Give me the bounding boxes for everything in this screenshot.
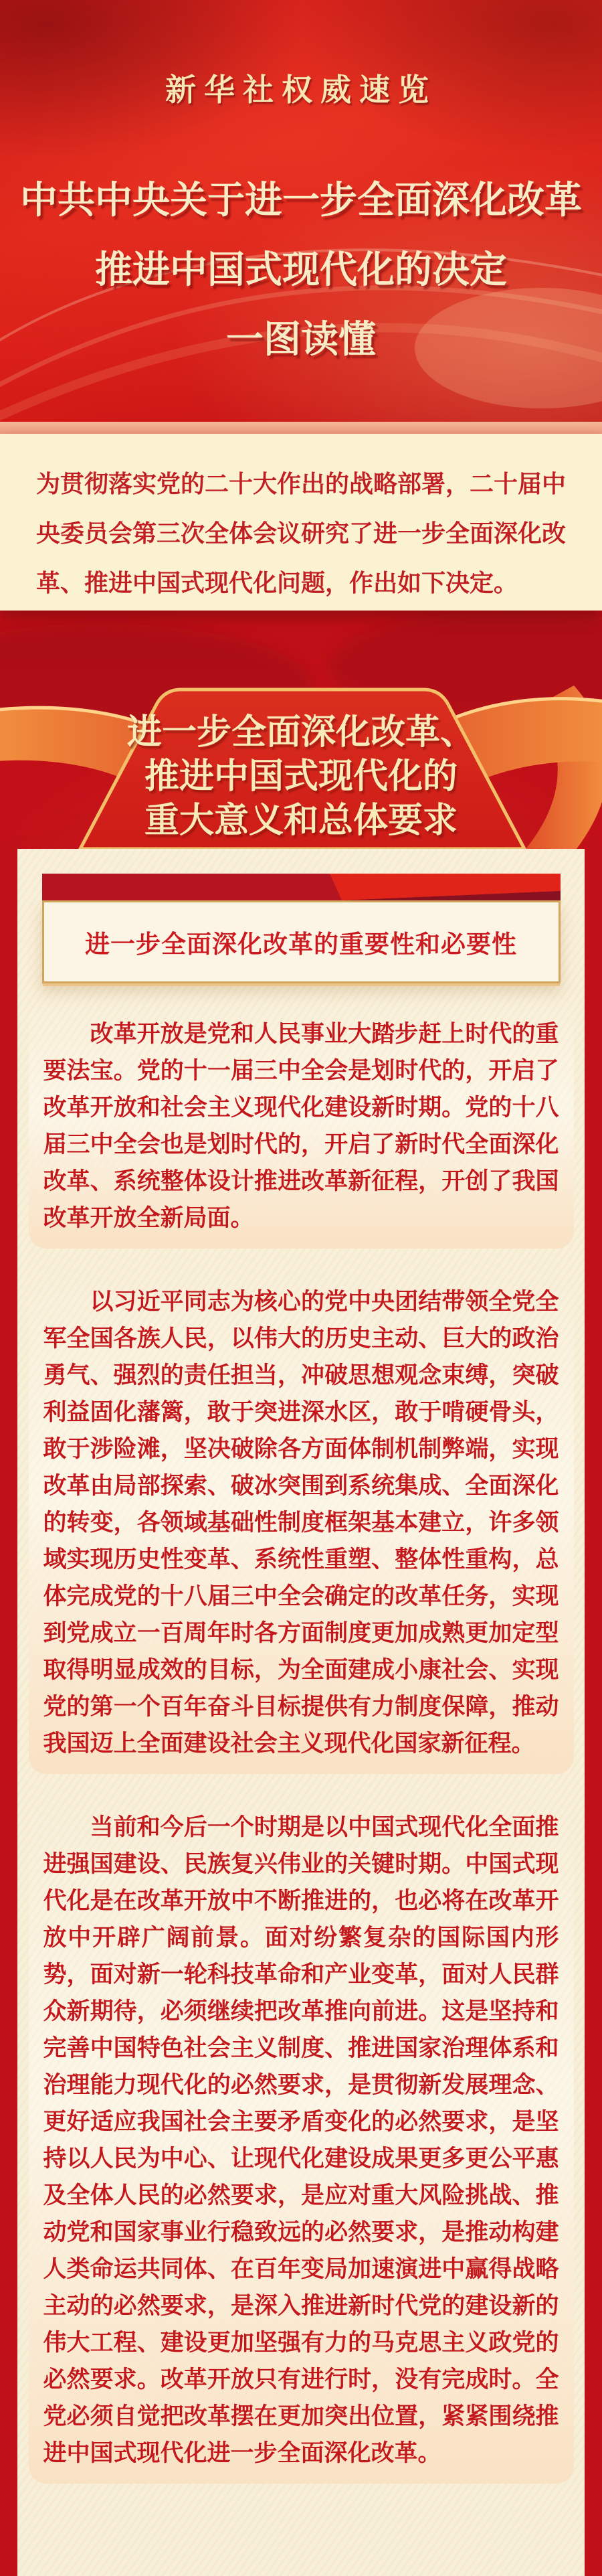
section-header <box>42 874 561 983</box>
banner-title <box>0 711 602 843</box>
banner-title-line-2: 推进中国式现代化的 <box>144 758 458 796</box>
kicker-text: 新华社权威速览 <box>165 73 437 107</box>
section-ribbon-graphic <box>42 874 561 900</box>
main-title <box>0 166 602 375</box>
paragraph-card <box>29 1791 574 2484</box>
divider-strip <box>0 422 602 434</box>
hero-section <box>0 0 602 422</box>
paragraph-text: 当前和今后一个时期是以中国式现代化全面推进强国建设、民族复兴伟业的关键时期。中国式现代化是在改革开放中不断推进的，也必将在改革开放中开辟广阔前景。面对纷繁复杂的国际国内形势，面对新一轮科技革命和产业变革，面对人民群众新期待，必须继续把改革推向前进。这是坚持和完善中国特色社会主义制度、推进国家治理体系和治理能力现代化的必然要求，是贯彻新发展理念、更好适应我国社会主要矛盾变化的必然要求，是坚持以人民为中心、让现代化建设成果更多更公平惠及全体人民的必然要求，是应对重大风险挑战、推动党和国家事业行稳致远的必然要求，是推动构建人类命运共同体、在百年变局加速演进中赢得战略主动的必然要求，是深入推进新时代党的建设新的伟大工程、建设更加坚强有力的马克思主义政党的必然要求。改革开放只有进行时，没有完成时。全党必须自觉把改革摆在更加突出位置，紧紧围绕推进中国式现代化进一步全面深化改革。 <box>43 1814 559 2466</box>
paragraph-card <box>29 1265 574 1774</box>
main-title-line-2: 推进中国式现代化的决定 <box>95 250 507 291</box>
section-title-box <box>42 900 561 983</box>
section-title: 进一步全面深化改革的重要性和必要性 <box>85 931 517 959</box>
intro-panel <box>0 434 602 611</box>
intro-text: 为贯彻落实党的二十大作出的战略部署，二十届中央委员会第三次全体会议研究了进一步全面深化改革、推进中国式现代化问题，作出如下决定。 <box>36 471 567 596</box>
main-title-line-3: 一图读懂 <box>226 319 376 361</box>
paragraph-text: 以习近平同志为核心的党中央团结带领全党全军全国各族人民，以伟大的历史主动、巨大的政治勇气、强烈的责任担当，冲破思想观念束缚，突破利益固化藩篱，敢于突进深水区，敢于啃硬骨头，敢于涉险滩，坚决破除各方面体制机制弊端，实现改革由局部探索、破冰突围到系统集成、全面深化的转变，各领域基础性制度框架基本建立，许多领域实现历史性变革、系统性重塑、整体性重构，总体完成党的十八届三中全会确定的改革任务，实现到党成立一百周年时各方面制度更加成熟更加定型取得明显成效的目标，为全面建成小康社会、实现党的第一个百年奋斗目标提供有力制度保障，推动我国迈上全面建设社会主义现代化国家新征程。 <box>43 1289 559 1757</box>
content-area <box>17 849 585 2576</box>
banner-title-line-3: 重大意义和总体要求 <box>144 802 458 840</box>
chapter-banner <box>0 611 602 849</box>
paragraph-card <box>29 997 574 1249</box>
paragraph-text: 改革开放是党和人民事业大踏步赶上时代的重要法宝。党的十一届三中全会是划时代的，开启了改革开放和社会主义现代化建设新时期。党的十八届三中全会也是划时代的，开启了新时代全面深化改革、系统整体设计推进改革新征程，开创了我国改革开放全新局面。 <box>43 1021 559 1231</box>
content-frame <box>0 849 602 2576</box>
main-title-line-1: 中共中央关于进一步全面深化改革 <box>20 180 582 222</box>
banner-title-line-1: 进一步全面深化改革、 <box>126 714 475 752</box>
